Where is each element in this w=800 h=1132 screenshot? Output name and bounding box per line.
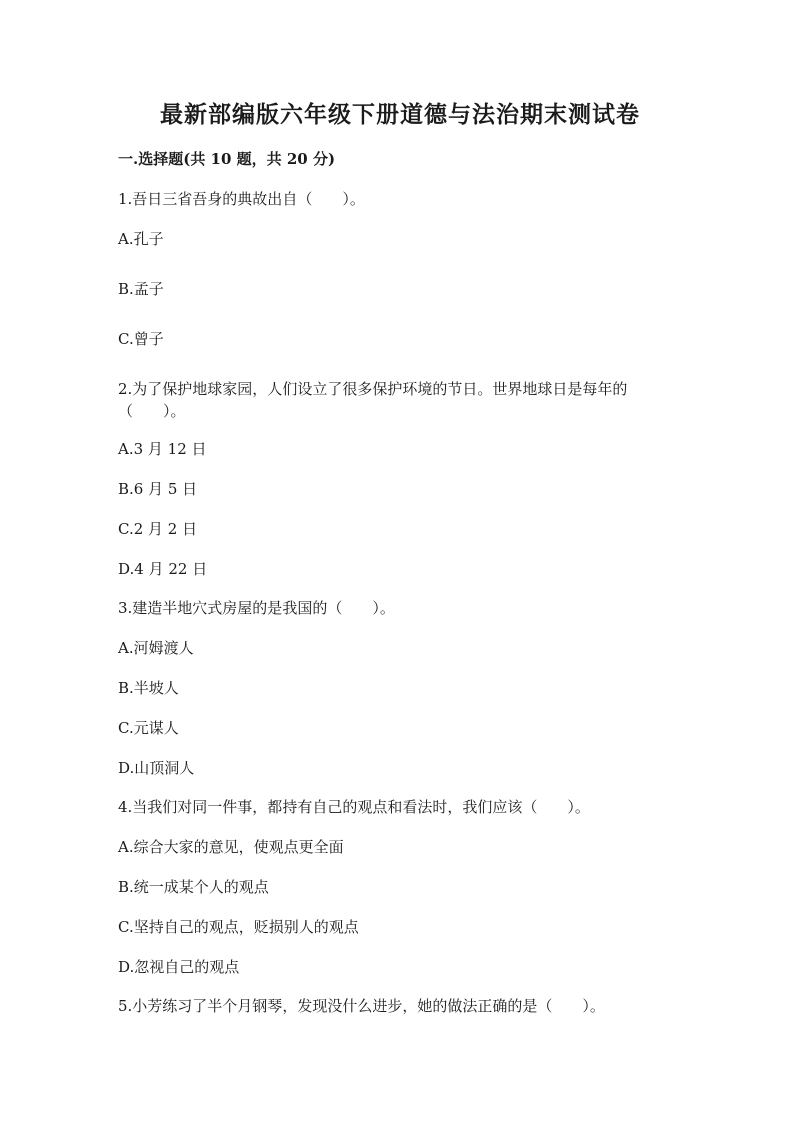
question-3-option-b: B.半坡人 bbox=[118, 679, 179, 697]
question-4-option-c: C.坚持自己的观点，贬损别人的观点 bbox=[118, 918, 359, 936]
question-1-option-b: B.孟子 bbox=[118, 280, 164, 298]
question-1-option-c: C.曾子 bbox=[118, 330, 164, 348]
question-3-option-d: D.山顶洞人 bbox=[118, 759, 195, 777]
question-5-stem: 5.小芳练习了半个月钢琴，发现没什么进步，她的做法正确的是（ ）。 bbox=[118, 997, 605, 1015]
question-3-option-a: A.河姆渡人 bbox=[118, 639, 194, 657]
exam-title: 最新部编版六年级下册道德与法治期末测试卷 bbox=[160, 101, 640, 128]
question-4-option-a: A.综合大家的意见，使观点更全面 bbox=[118, 838, 344, 856]
question-3-stem: 3.建造半地穴式房屋的是我国的（ ）。 bbox=[118, 599, 395, 617]
question-2-stem-line2: （ ）。 bbox=[118, 402, 186, 420]
question-2-stem-line1: 2.为了保护地球家园，人们设立了很多保护环境的节日。世界地球日是每年的 bbox=[118, 380, 628, 398]
question-2-option-c: C.2 月 2 日 bbox=[118, 520, 198, 538]
question-4-option-d: D.忽视自己的观点 bbox=[118, 958, 240, 976]
question-4-option-b: B.统一成某个人的观点 bbox=[118, 878, 269, 896]
question-1-option-a: A.孔子 bbox=[118, 230, 164, 248]
question-3-option-c: C.元谋人 bbox=[118, 719, 179, 737]
question-1-stem: 1.吾日三省吾身的典故出自（ ）。 bbox=[118, 190, 365, 208]
question-2-option-d: D.4 月 22 日 bbox=[118, 560, 208, 578]
question-2-option-b: B.6 月 5 日 bbox=[118, 480, 198, 498]
question-2-option-a: A.3 月 12 日 bbox=[118, 440, 207, 458]
section-heading: 一.选择题(共 10 题，共 20 分) bbox=[118, 150, 336, 168]
question-4-stem: 4.当我们对同一件事，都持有自己的观点和看法时，我们应该（ ）。 bbox=[118, 798, 590, 816]
